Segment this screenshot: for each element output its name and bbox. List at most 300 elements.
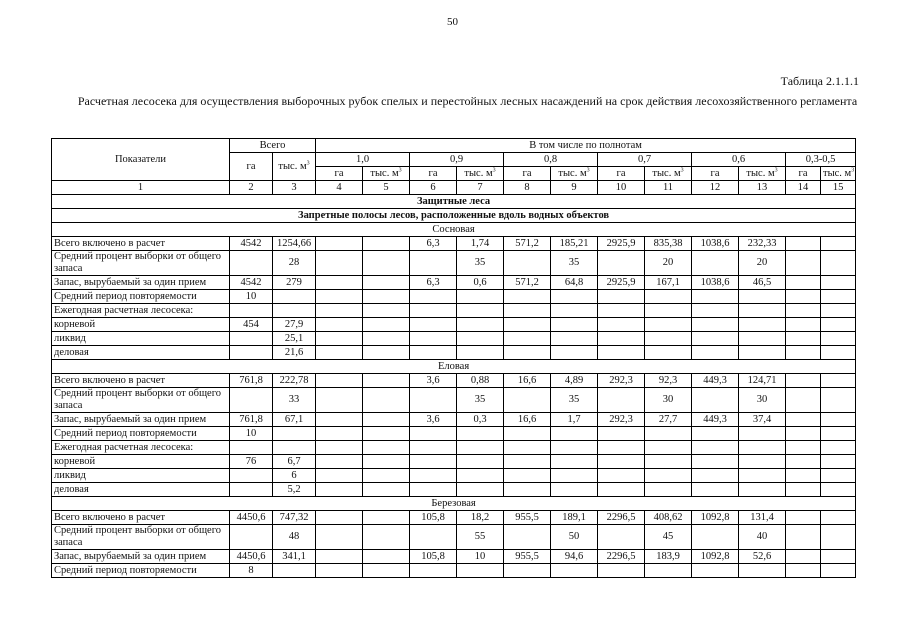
table-cell: [786, 237, 821, 251]
header-total-ha: га: [230, 153, 273, 181]
table-row: [52, 550, 856, 564]
table-cell: 20: [645, 251, 692, 276]
table-cell: [739, 304, 786, 318]
table-cell: [739, 483, 786, 497]
table-cell: [645, 318, 692, 332]
table-cell: [786, 251, 821, 276]
table-cell: [598, 318, 645, 332]
table-cell: [230, 332, 273, 346]
table-cell: 341,1: [273, 550, 316, 564]
table-cell: [363, 251, 410, 276]
table-cell: 16,6: [504, 413, 551, 427]
table-cell: [821, 469, 856, 483]
table-row: [52, 346, 856, 360]
table-cell: [645, 483, 692, 497]
table-cell: 1254,66: [273, 237, 316, 251]
table-cell: [316, 427, 363, 441]
table-cell: [551, 564, 598, 578]
table-cell: 4542: [230, 276, 273, 290]
table-cell: [457, 332, 504, 346]
table-cell: [504, 332, 551, 346]
table-cell: 279: [273, 276, 316, 290]
table-cell: 30: [739, 388, 786, 413]
table-cell: [786, 427, 821, 441]
table-cell: [410, 304, 457, 318]
table-cell: [230, 483, 273, 497]
table-cell: 105,8: [410, 511, 457, 525]
table-cell: [363, 374, 410, 388]
column-number: 15: [821, 181, 856, 195]
table-cell: [786, 550, 821, 564]
table-cell: [410, 388, 457, 413]
header-unit-volume: тыс. $м^3$: [457, 167, 504, 181]
table-cell: 8: [230, 564, 273, 578]
table-cell: 76: [230, 455, 273, 469]
table-cell: [457, 564, 504, 578]
table-cell: [410, 455, 457, 469]
table-cell: 454: [230, 318, 273, 332]
row-label: Запас, вырубаемый за один прием: [52, 276, 230, 290]
table-cell: [551, 290, 598, 304]
table-cell: [504, 469, 551, 483]
table-cell: 0,3: [457, 413, 504, 427]
table-cell: 408,62: [645, 511, 692, 525]
table-cell: [457, 483, 504, 497]
table-cell: 21,6: [273, 346, 316, 360]
table-cell: [821, 441, 856, 455]
table-row: [52, 388, 856, 413]
column-number: 5: [363, 181, 410, 195]
table-cell: 1038,6: [692, 237, 739, 251]
column-number: 12: [692, 181, 739, 195]
table-cell: [363, 483, 410, 497]
species-heading: Сосновая: [52, 223, 856, 237]
table-cell: 292,3: [598, 413, 645, 427]
table-cell: [692, 304, 739, 318]
column-number: 6: [410, 181, 457, 195]
table-cell: [786, 483, 821, 497]
table-cell: [551, 346, 598, 360]
table-cell: [645, 455, 692, 469]
table-cell: [363, 427, 410, 441]
table-cell: 16,6: [504, 374, 551, 388]
table-cell: 50: [551, 525, 598, 550]
table-row: [52, 332, 856, 346]
table-cell: 55: [457, 525, 504, 550]
table-row: [52, 276, 856, 290]
table-cell: [230, 304, 273, 318]
table-cell: 27,9: [273, 318, 316, 332]
table-cell: [316, 290, 363, 304]
table-cell: [504, 441, 551, 455]
table-cell: [645, 346, 692, 360]
table-cell: [598, 251, 645, 276]
table-cell: [692, 388, 739, 413]
table-cell: [363, 276, 410, 290]
table-cell: [692, 483, 739, 497]
table-cell: [363, 237, 410, 251]
table-cell: [821, 346, 856, 360]
table-cell: [230, 441, 273, 455]
cutting-area-table: [51, 138, 856, 578]
table-cell: [363, 290, 410, 304]
table-cell: [786, 413, 821, 427]
table-cell: [504, 525, 551, 550]
table-cell: 46,5: [739, 276, 786, 290]
table-cell: 48: [273, 525, 316, 550]
table-cell: [692, 332, 739, 346]
header-unit-ha: га: [410, 167, 457, 181]
table-cell: [786, 564, 821, 578]
table-cell: [786, 332, 821, 346]
table-cell: 189,1: [551, 511, 598, 525]
table-cell: [316, 304, 363, 318]
column-number: 2: [230, 181, 273, 195]
table-cell: [692, 525, 739, 550]
table-cell: [457, 427, 504, 441]
table-cell: [645, 469, 692, 483]
table-cell: [739, 290, 786, 304]
table-cell: 571,2: [504, 276, 551, 290]
table-cell: [273, 441, 316, 455]
table-cell: [551, 441, 598, 455]
table-cell: [230, 251, 273, 276]
table-cell: [230, 346, 273, 360]
table-cell: 167,1: [645, 276, 692, 290]
table-cell: [821, 332, 856, 346]
table-cell: [645, 332, 692, 346]
table-cell: [551, 469, 598, 483]
table-cell: [504, 483, 551, 497]
table-cell: [316, 564, 363, 578]
table-cell: [363, 564, 410, 578]
header-indicators: Показатели: [52, 139, 230, 181]
table-row: [52, 427, 856, 441]
table-cell: [410, 441, 457, 455]
table-cell: [457, 290, 504, 304]
table-cell: 571,2: [504, 237, 551, 251]
table-cell: [363, 441, 410, 455]
table-cell: 30: [645, 388, 692, 413]
table-cell: [273, 427, 316, 441]
table-cell: [410, 525, 457, 550]
table-caption: Расчетная лесосека для осуществления выборочных рубок спелых и перестойных лесных насаждений на срок действия лесохозяйственного регламента: [77, 94, 858, 108]
table-cell: 6,3: [410, 276, 457, 290]
table-cell: 35: [551, 388, 598, 413]
table-cell: [363, 525, 410, 550]
table-cell: [739, 441, 786, 455]
table-cell: 761,8: [230, 413, 273, 427]
table-cell: [410, 427, 457, 441]
table-cell: 449,3: [692, 374, 739, 388]
table-cell: [692, 290, 739, 304]
header-unit-volume: тыс. $м^3$: [551, 167, 598, 181]
table-cell: 292,3: [598, 374, 645, 388]
table-cell: 2925,9: [598, 276, 645, 290]
table-cell: [316, 251, 363, 276]
header-unit-volume: тыс. $м^3$: [739, 167, 786, 181]
section-water-protection-strips: Запретные полосы лесов, расположенные вдоль водных объектов: [52, 209, 856, 223]
header-density: 0,6: [692, 153, 786, 167]
table-cell: [504, 388, 551, 413]
table-cell: [598, 332, 645, 346]
table-cell: 0,6: [457, 276, 504, 290]
column-number: 7: [457, 181, 504, 195]
table-cell: [363, 455, 410, 469]
table-cell: [598, 346, 645, 360]
table-cell: 94,6: [551, 550, 598, 564]
table-cell: [410, 469, 457, 483]
table-cell: [504, 290, 551, 304]
table-cell: [821, 511, 856, 525]
table-cell: 10: [230, 290, 273, 304]
table-cell: 6,7: [273, 455, 316, 469]
table-cell: [739, 318, 786, 332]
table-cell: 18,2: [457, 511, 504, 525]
header-total-volume: тыс. $м^3$: [273, 153, 316, 181]
table-cell: 6,3: [410, 237, 457, 251]
table-cell: [363, 332, 410, 346]
header-unit-volume: тыс. $м^3$: [645, 167, 692, 181]
row-label: корневой: [52, 455, 230, 469]
row-label: Всего включено в расчет: [52, 237, 230, 251]
table-row: [52, 374, 856, 388]
table-cell: [230, 388, 273, 413]
table-row: [52, 483, 856, 497]
table-cell: [504, 455, 551, 469]
table-cell: [692, 564, 739, 578]
header-density: 1,0: [316, 153, 410, 167]
table-cell: [457, 455, 504, 469]
table-cell: [598, 483, 645, 497]
table-row: [52, 564, 856, 578]
table-cell: [598, 427, 645, 441]
table-cell: [504, 304, 551, 318]
table-cell: [786, 388, 821, 413]
table-cell: 105,8: [410, 550, 457, 564]
table-cell: [786, 276, 821, 290]
table-cell: 124,71: [739, 374, 786, 388]
header-unit-ha: га: [692, 167, 739, 181]
row-label: Средний период повторяемости: [52, 290, 230, 304]
table-cell: [363, 304, 410, 318]
table-cell: [551, 455, 598, 469]
table-cell: [230, 469, 273, 483]
table-cell: [786, 374, 821, 388]
table-cell: [457, 441, 504, 455]
table-cell: [821, 427, 856, 441]
table-cell: [598, 564, 645, 578]
table-cell: 185,21: [551, 237, 598, 251]
table-cell: [821, 564, 856, 578]
row-label: Ежегодная расчетная лесосека:: [52, 441, 230, 455]
column-number: 3: [273, 181, 316, 195]
table-cell: [316, 455, 363, 469]
table-cell: [821, 276, 856, 290]
table-cell: [598, 441, 645, 455]
table-row: [52, 290, 856, 304]
table-cell: [551, 304, 598, 318]
table-cell: 10: [457, 550, 504, 564]
table-cell: [786, 441, 821, 455]
table-cell: [598, 304, 645, 318]
table-row: [52, 318, 856, 332]
table-cell: [316, 483, 363, 497]
table-cell: [786, 525, 821, 550]
table-cell: [821, 237, 856, 251]
table-cell: 27,7: [645, 413, 692, 427]
table-cell: 1038,6: [692, 276, 739, 290]
table-cell: 4450,6: [230, 511, 273, 525]
row-label: Запас, вырубаемый за один прием: [52, 550, 230, 564]
table-cell: [316, 276, 363, 290]
table-cell: [786, 304, 821, 318]
header-unit-volume: тыс. $м^3$: [363, 167, 410, 181]
column-number: 4: [316, 181, 363, 195]
table-cell: [786, 318, 821, 332]
row-label: Средний период повторяемости: [52, 564, 230, 578]
table-cell: [786, 511, 821, 525]
row-label: Средний процент выборки от общего запаса: [52, 388, 230, 413]
column-number: 11: [645, 181, 692, 195]
table-cell: [457, 304, 504, 318]
table-cell: 747,32: [273, 511, 316, 525]
table-cell: [692, 427, 739, 441]
table-cell: [692, 455, 739, 469]
row-label: Средний процент выборки от общего запаса: [52, 525, 230, 550]
table-row: [52, 441, 856, 455]
table-number: Таблица 2.1.1.1: [780, 74, 859, 88]
table-cell: 761,8: [230, 374, 273, 388]
table-cell: [457, 346, 504, 360]
table-cell: [363, 318, 410, 332]
table-cell: [410, 290, 457, 304]
table-cell: [316, 332, 363, 346]
table-cell: [598, 455, 645, 469]
table-cell: 33: [273, 388, 316, 413]
table-row: [52, 304, 856, 318]
table-cell: 955,5: [504, 550, 551, 564]
table-cell: 92,3: [645, 374, 692, 388]
table-cell: [821, 413, 856, 427]
table-cell: [821, 550, 856, 564]
table-cell: 955,5: [504, 511, 551, 525]
row-label: Запас, вырубаемый за один прием: [52, 413, 230, 427]
row-label: Всего включено в расчет: [52, 511, 230, 525]
table-cell: [316, 469, 363, 483]
section-protective-forests: Защитные леса: [52, 195, 856, 209]
table-cell: [739, 469, 786, 483]
table-cell: [739, 332, 786, 346]
table-cell: [821, 290, 856, 304]
table-cell: [821, 525, 856, 550]
table-cell: [363, 469, 410, 483]
header-unit-volume: тыс. $м^3$: [821, 167, 856, 181]
table-cell: 1092,8: [692, 511, 739, 525]
table-row: [52, 455, 856, 469]
column-number: 13: [739, 181, 786, 195]
table-cell: [410, 332, 457, 346]
header-unit-ha: га: [598, 167, 645, 181]
table-cell: [551, 332, 598, 346]
table-cell: 3,6: [410, 413, 457, 427]
table-cell: 4,89: [551, 374, 598, 388]
row-label: деловая: [52, 346, 230, 360]
column-number: 8: [504, 181, 551, 195]
header-unit-ha: га: [316, 167, 363, 181]
table-cell: [316, 388, 363, 413]
table-cell: [316, 441, 363, 455]
table-cell: 232,33: [739, 237, 786, 251]
table-cell: [273, 290, 316, 304]
table-cell: [410, 346, 457, 360]
table-cell: 28: [273, 251, 316, 276]
table-cell: [316, 237, 363, 251]
header-density: 0,9: [410, 153, 504, 167]
table-cell: [786, 455, 821, 469]
header-density: 0,3-0,5: [786, 153, 856, 167]
header-density: 0,7: [598, 153, 692, 167]
table-cell: [645, 564, 692, 578]
table-row: [52, 251, 856, 276]
table-cell: [692, 346, 739, 360]
table-cell: 37,4: [739, 413, 786, 427]
table-cell: 40: [739, 525, 786, 550]
table-cell: [692, 441, 739, 455]
table-cell: [692, 318, 739, 332]
table-cell: [504, 564, 551, 578]
table-cell: 1092,8: [692, 550, 739, 564]
table-cell: 222,78: [273, 374, 316, 388]
column-number: 10: [598, 181, 645, 195]
table-cell: 35: [457, 388, 504, 413]
table-row: [52, 525, 856, 550]
table-cell: [786, 469, 821, 483]
table-cell: [739, 455, 786, 469]
table-cell: [316, 374, 363, 388]
table-cell: [504, 318, 551, 332]
table-cell: 10: [230, 427, 273, 441]
table-cell: [230, 525, 273, 550]
row-label: Средний процент выборки от общего запаса: [52, 251, 230, 276]
column-number: 1: [52, 181, 230, 195]
table-cell: [821, 374, 856, 388]
table-cell: 183,9: [645, 550, 692, 564]
table-cell: 131,4: [739, 511, 786, 525]
table-cell: 52,6: [739, 550, 786, 564]
row-label: Средний период повторяемости: [52, 427, 230, 441]
table-cell: [316, 550, 363, 564]
table-cell: [598, 388, 645, 413]
table-cell: 67,1: [273, 413, 316, 427]
table-cell: 35: [551, 251, 598, 276]
table-cell: [316, 413, 363, 427]
table-cell: [739, 427, 786, 441]
table-cell: [551, 318, 598, 332]
table-cell: 4450,6: [230, 550, 273, 564]
table-cell: [821, 455, 856, 469]
table-cell: [363, 413, 410, 427]
table-cell: 2296,5: [598, 511, 645, 525]
table-cell: [645, 441, 692, 455]
table-cell: [316, 346, 363, 360]
table-cell: 4542: [230, 237, 273, 251]
table-cell: [504, 427, 551, 441]
table-cell: [363, 346, 410, 360]
table-cell: [786, 346, 821, 360]
table-cell: 1,74: [457, 237, 504, 251]
table-cell: [821, 304, 856, 318]
